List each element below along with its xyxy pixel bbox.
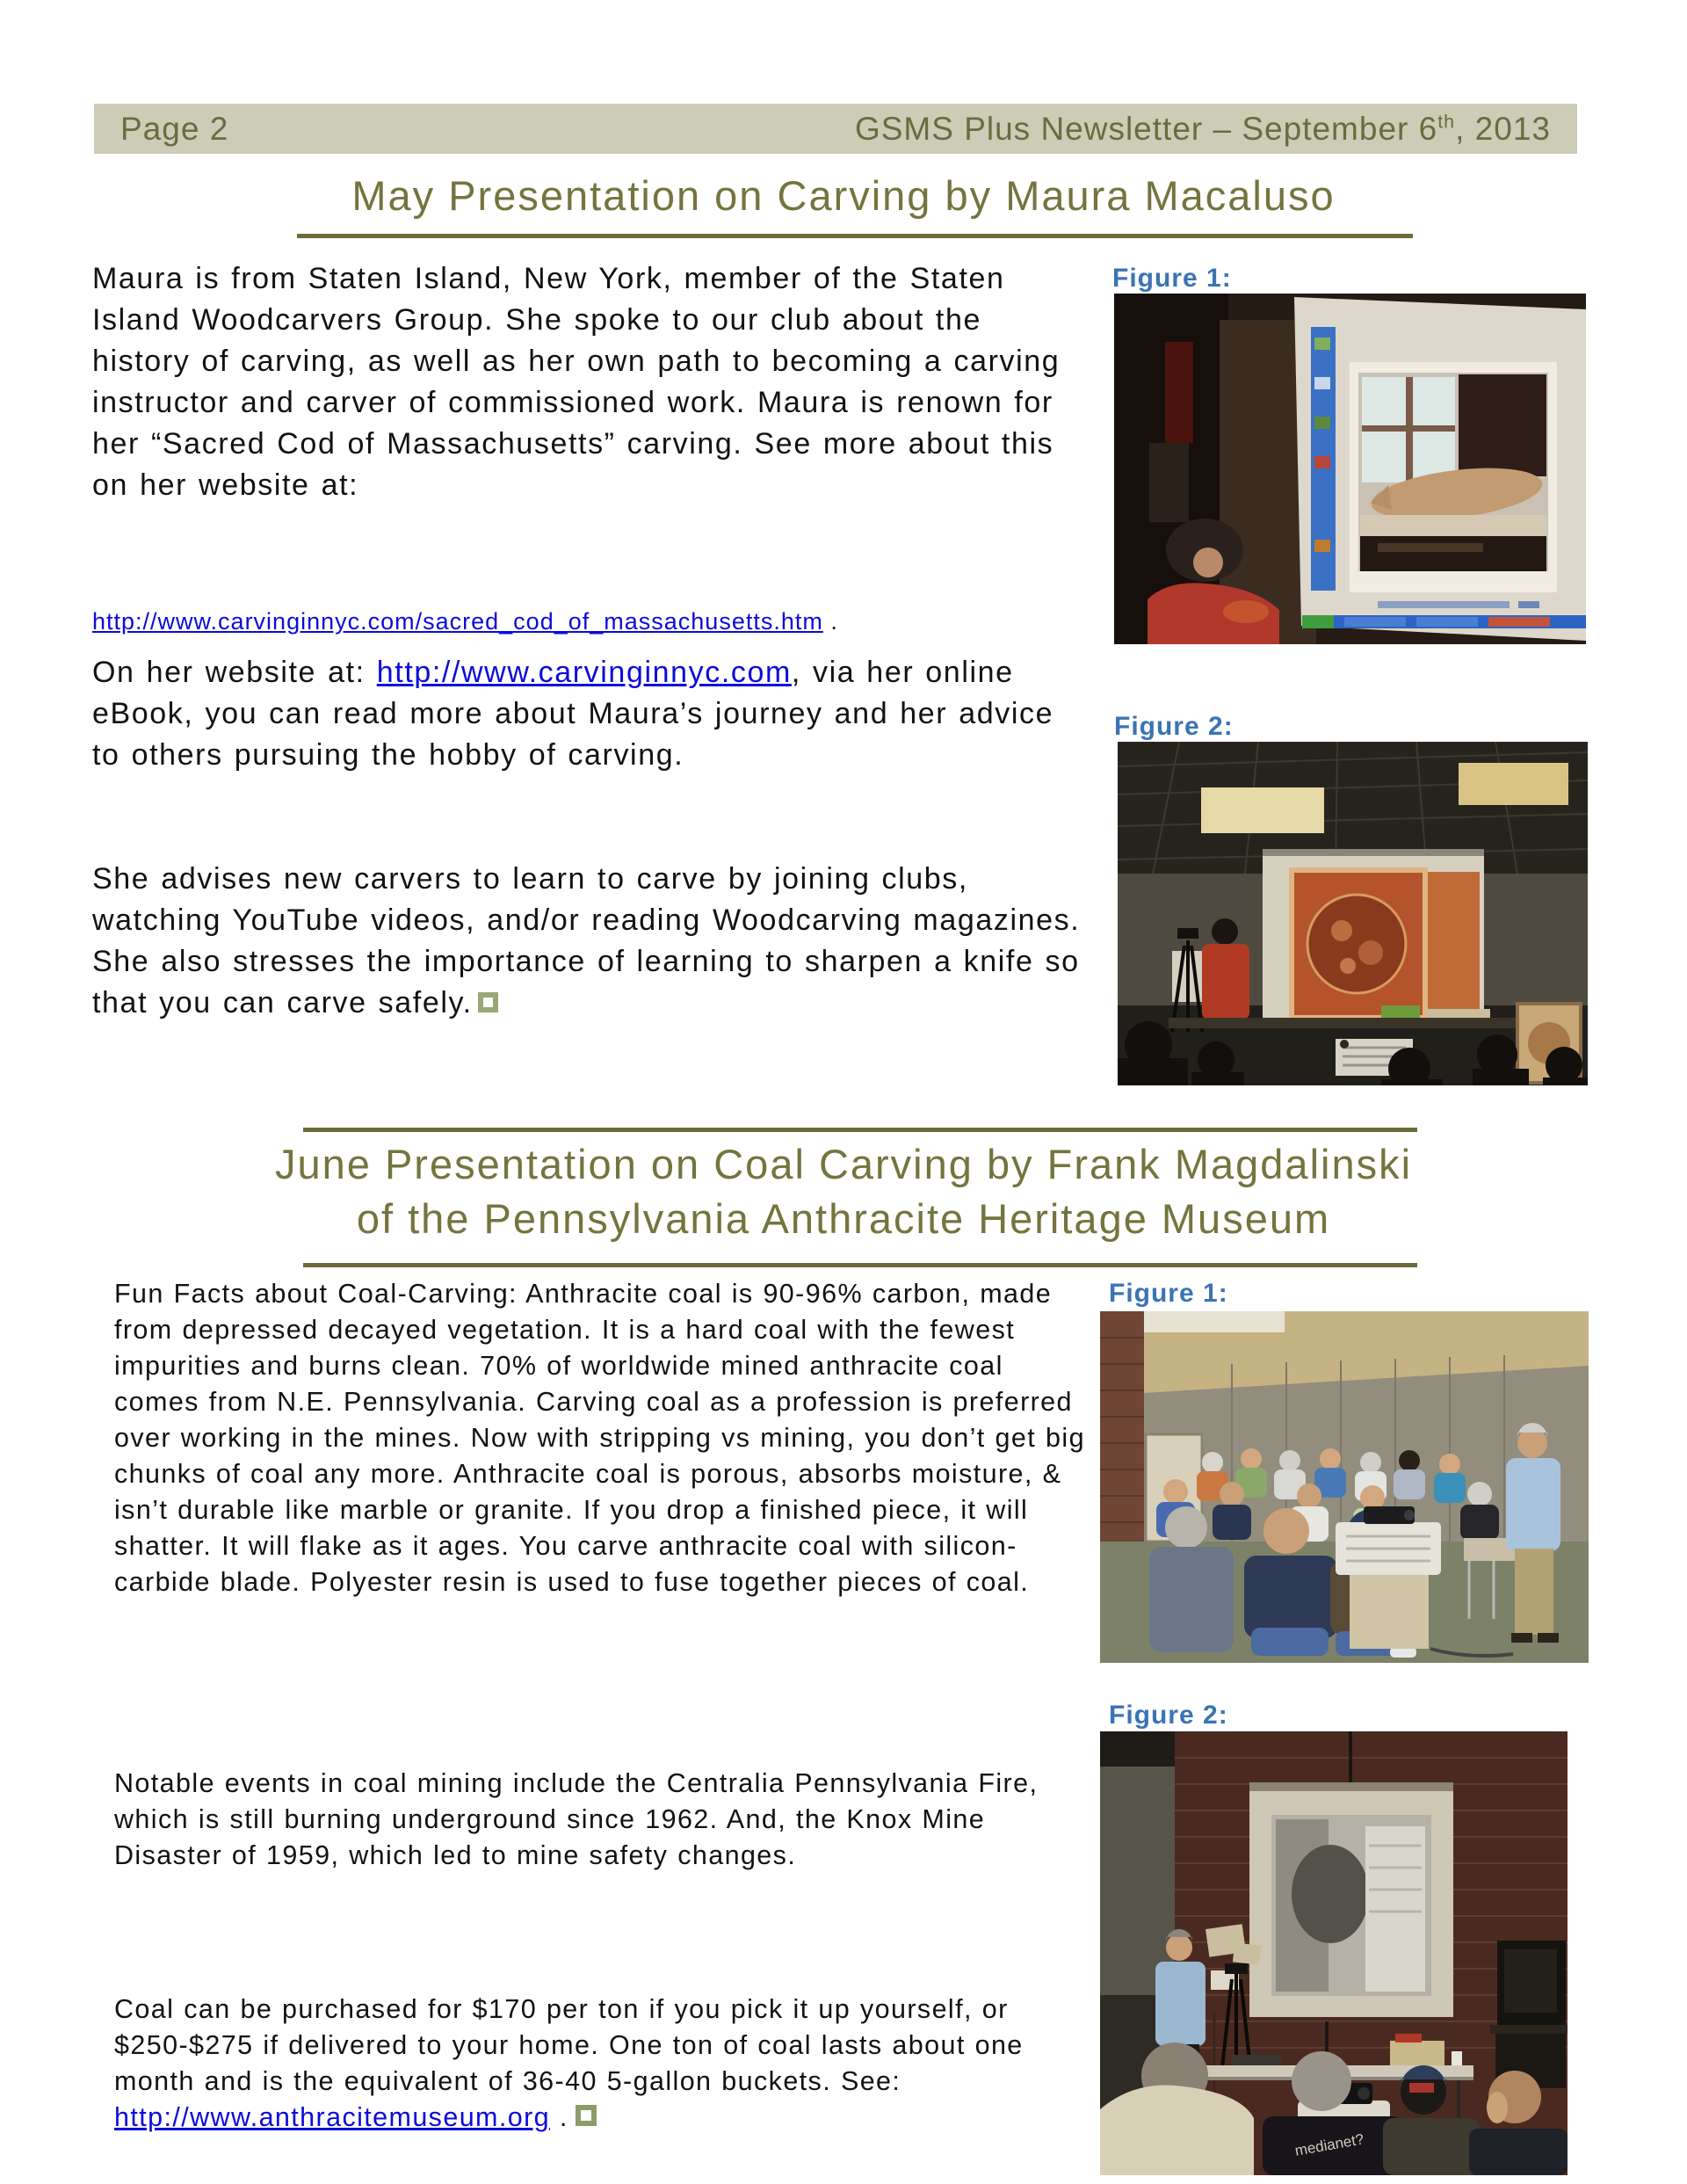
june-paragraph-1: Fun Facts about Coal-Carving: Anthracite coal is 90-96% carbon, made from depressed decayed vegetation. It is a hard coal with the fewest impurities and burns clean. 70% of worldwide mined anthracite coal comes from N.E. Pennsylvania. Carving coal as a profession is preferred over working in the mines. Now with stripping vs mining, you don’t get big chunks of coal any more. Anthracite coal is porous, absorbs moisture, & isn’t durable like marble or granite. If you drop a finished piece, it will shatter. It will flake as it ages. You carve anthracite coal with silicon-carbide blade. Polyester resin is used to fuse together pieces of coal. (114, 1279, 1085, 1597)
june-title-bottom-rule (303, 1263, 1417, 1267)
sacred-cod-photo (1350, 362, 1557, 592)
may-figure2-label: Figure 2: (1114, 712, 1234, 741)
shelf (1149, 443, 1189, 522)
may-title-underline (297, 234, 1413, 238)
june-title-top-rule (303, 1128, 1417, 1132)
page-number-label: Page 2 (120, 110, 229, 147)
june-section-title (0, 1137, 1687, 1246)
end-of-article-mark (478, 992, 498, 1012)
red-door (1165, 342, 1193, 443)
may-figure2-photo (1118, 742, 1588, 1085)
page-header-bar (94, 104, 1577, 154)
june-figure1-photo (1100, 1311, 1589, 1663)
p3-prefix: Coal can be purchased for $170 per ton if you pick it up yourself, or $250-$275 if delivered to your home. One ton of coal lasts about one month and is the equivalent of 36-40 5-gallon buckets. See: (114, 1994, 1024, 2096)
june-paragraph-3 (114, 1992, 1090, 2136)
windows-taskbar (1302, 615, 1586, 628)
p3-text: She advises new carvers to learn to carve by joining clubs, watching YouTube videos, and/or reading Woodcarving magazines. She also stresses the importance of learning to sharpen a knife so that you can carve safely. (92, 862, 1081, 1019)
june-figure2-photo (1100, 1731, 1568, 2175)
end-of-article-mark (576, 2105, 597, 2126)
shirt-text: medianet? (1293, 2130, 1365, 2159)
june-title-line1: June Presentation on Coal Carving by Frank Magdalinski (274, 1141, 1413, 1187)
ceiling-shadow (1100, 1731, 1175, 1767)
ceiling-light (1459, 763, 1568, 805)
sacred-cod-link[interactable]: http://www.carvinginnyc.com/sacred_cod_of_massachusetts.htm (92, 608, 823, 635)
june-figure2-label: Figure 2: (1109, 1701, 1228, 1730)
p3-suffix: . (550, 2102, 568, 2132)
may-paragraph-2 (92, 652, 1081, 776)
june-figure1-label: Figure 1: (1109, 1279, 1228, 1308)
link-suffix: . (822, 608, 838, 635)
projection-screen (1263, 849, 1484, 1025)
may-link-line (92, 608, 838, 635)
brick-column (1100, 1311, 1144, 1542)
p2-prefix: On her website at: (92, 656, 377, 689)
anthracite-museum-link[interactable]: http://www.anthracitemuseum.org (114, 2102, 551, 2132)
may-figure1-label: Figure 1: (1112, 264, 1232, 293)
may-paragraph-3 (92, 859, 1081, 1024)
june-title-line2: of the Pennsylvania Anthracite Heritage Museum (356, 1195, 1331, 1242)
may-section-title: May Presentation on Carving by Maura Macaluso (351, 172, 1336, 219)
projection-screen (1294, 297, 1586, 641)
carvinginnyc-link[interactable]: http://www.carvinginnyc.com (376, 656, 792, 689)
newsletter-title: GSMS Plus Newsletter – September 6th, 2013 (854, 110, 1551, 147)
may-figure1-photo (1114, 294, 1586, 644)
p2-suffix: , via her online eBook, you can read more about Maura’s journey and her advice to others pursuing the hobby of carving. (92, 656, 1054, 772)
television (1490, 1941, 1568, 2088)
date-superscript: th (1437, 111, 1456, 133)
june-paragraph-2: Notable events in coal mining include the Centralia Pennsylvania Fire, which is still burning underground since 1962. And, the Knox Mine Disaster of 1959, which led to mine safety changes. (114, 1768, 1039, 1870)
ceiling-light (1201, 787, 1324, 833)
may-paragraph-1: Maura is from Staten Island, New York, member of the Staten Island Woodcarvers Group. She spoke to our club about the history of carving, as well as her own path to becoming a carving instructor and carver of commissioned work. Maura is renown for her “Sacred Cod of Massachusetts” carving. See more about this on her website at: (92, 262, 1061, 502)
